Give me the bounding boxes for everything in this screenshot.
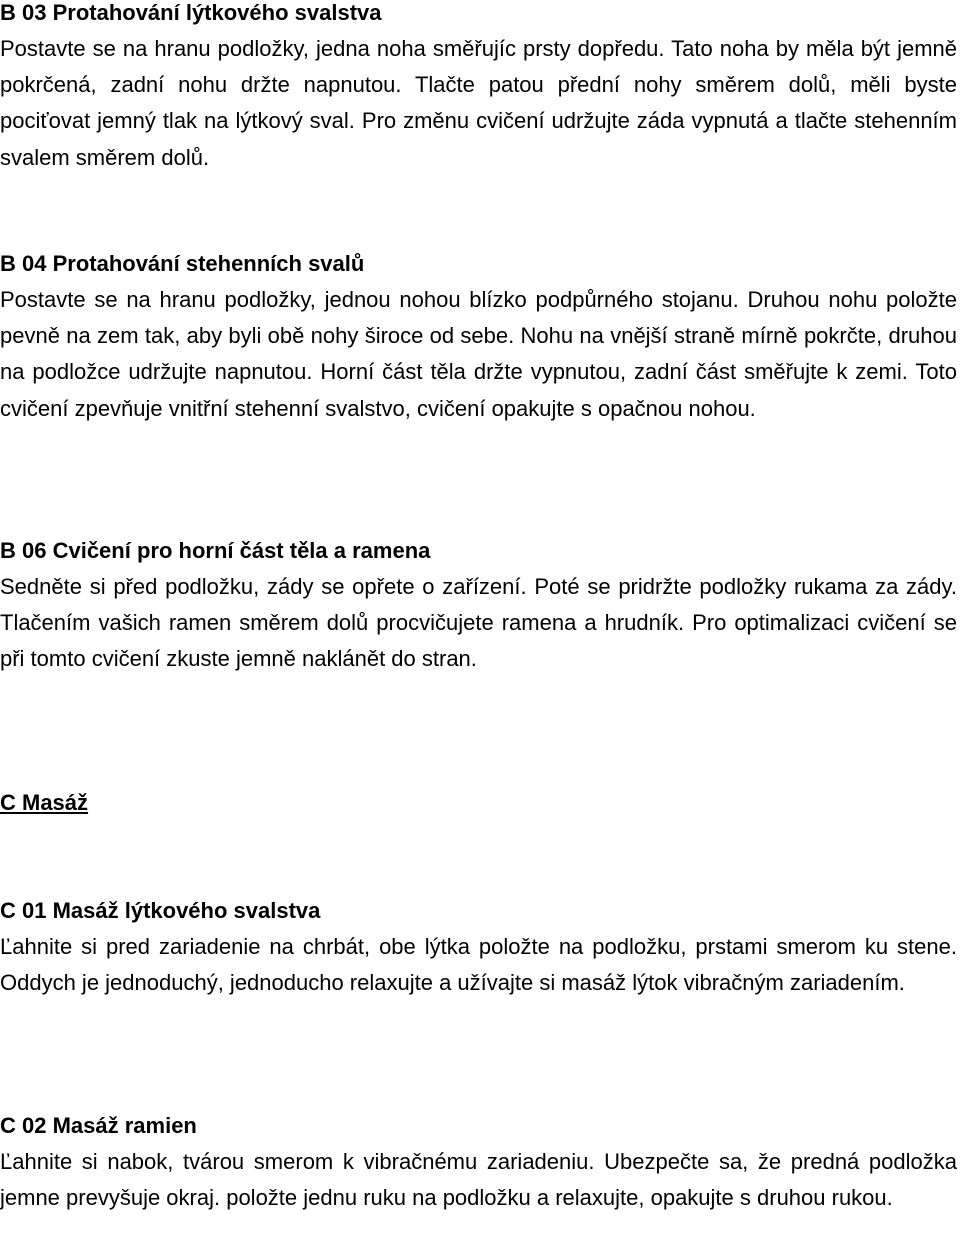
section-c: [0, 785, 957, 821]
section-b03-title: B 03 Protahování lýtkového svalstva: [0, 0, 382, 25]
section-b06-body: Sedněte si před podložku, zády se opřete o zařízení. Poté se pridržte podložky rukama za zády. Tlačením vašich ramen směrem dolů procvičujete ramena a hrudník. Pro optimalizaci cvičení se při tomto cvičení zkuste jemně naklánět do stran.: [0, 574, 957, 672]
section-b06: [0, 533, 957, 678]
section-c02: [0, 1108, 957, 1216]
section-b04-body: Postavte se na hranu podložky, jednou nohou blízko podpůrného stojanu. Druhou nohu položte pevně na zem tak, aby byli obě nohy široce od sebe. Nohu na vnější straně mírně pokrčte, druhou na podložce udržujte napnutou. Horní část těla držte vypnutou, zadní část směřujte k zemi. Toto cvičení zpevňuje vnitřní stehenní svalstvo, cvičení opakujte s opačnou nohou.: [0, 287, 957, 421]
section-b04: [0, 246, 957, 427]
section-c-title: C Masáž: [0, 790, 89, 815]
section-b06-title: B 06 Cvičení pro horní část těla a ramena: [0, 538, 431, 563]
section-b04-title: B 04 Protahování stehenních svalů: [0, 251, 365, 276]
section-c02-body: Ľahnite si nabok, tvárou smerom k vibračnému zariadeniu. Ubezpečte sa, že predná podložka jemne prevyšuje okraj. položte jednu ruku na podložku a relaxujte, opakujte s druhou rukou.: [0, 1149, 957, 1211]
section-c01-title: C 01 Masáž lýtkového svalstva: [0, 898, 321, 923]
section-c01: [0, 893, 957, 1001]
section-b03-body: Postavte se na hranu podložky, jedna noha směřujíc prsty dopředu. Tato noha by měla být jemně pokrčená, zadní nohu držte napnutou. Tlačte patou přední nohy směrem dolů, měli byste pociťovat jemný tlak na lýtkový sval. Pro změnu cvičení udržujte záda vypnutá a tlačte stehenním svalem směrem dolů.: [0, 36, 957, 170]
section-b03: [0, 0, 957, 176]
section-c01-body: Ľahnite si pred zariadenie na chrbát, obe lýtka položte na podložku, prstami smerom ku stene. Oddych je jednoduchý, jednoducho relaxujte a užívajte si masáž lýtok vibračným zariadením.: [0, 934, 957, 996]
section-c02-title: C 02 Masáž ramien: [0, 1113, 197, 1138]
